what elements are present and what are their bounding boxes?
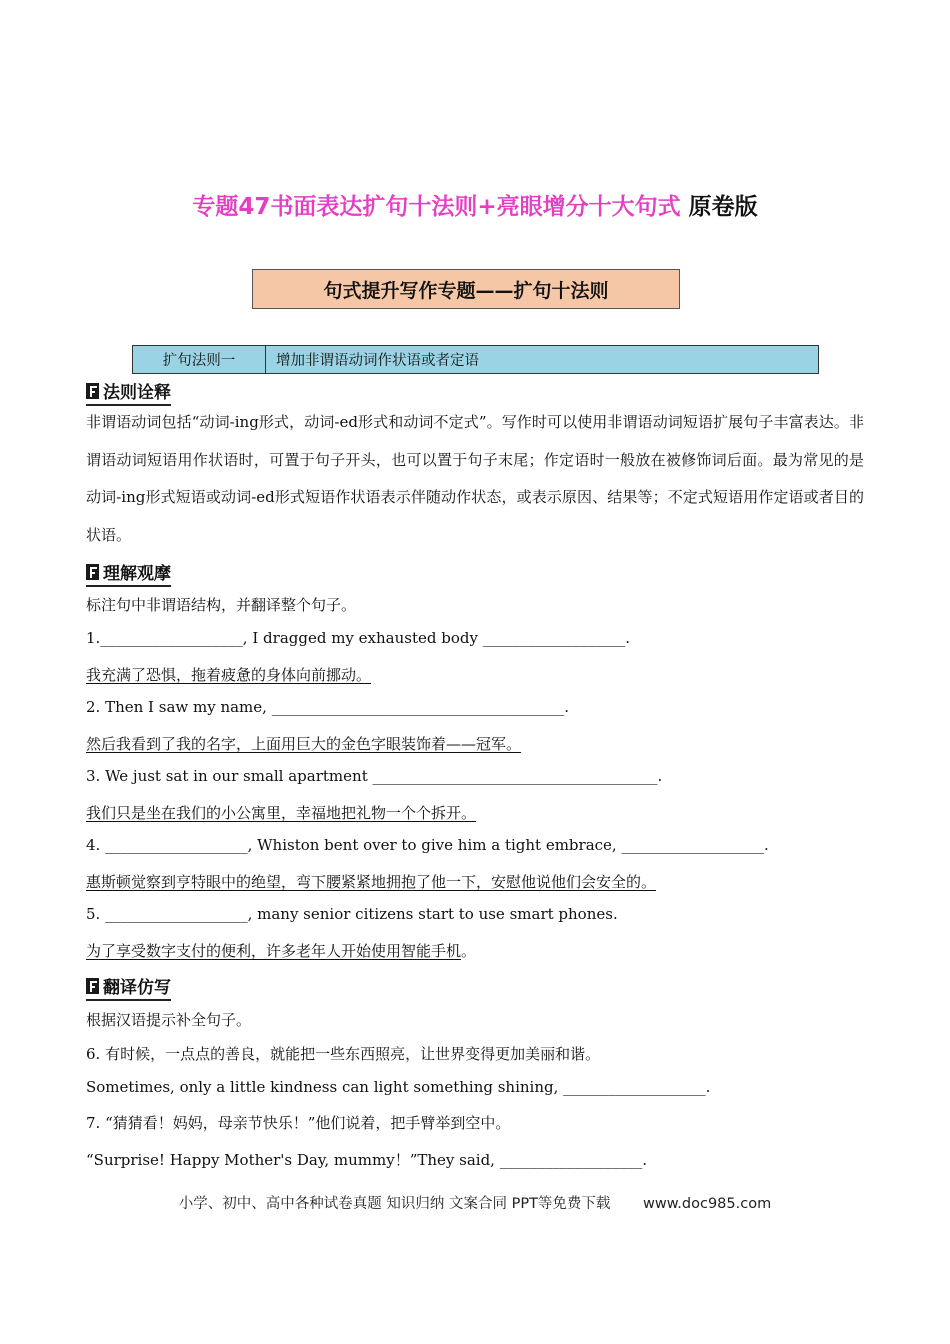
exercise-3-english: 3. We just sat in our small apartment ______________________________________. — [86, 767, 663, 785]
rule-table — [132, 345, 819, 374]
exercise-6-english: Sometimes, only a little kindness can light something shining, ___________________. — [86, 1078, 711, 1096]
page-title — [0, 188, 950, 221]
exercise-2-english: 2. Then I saw my name, _______________________________________. — [86, 698, 569, 716]
exercise-5-english: 5. ___________________, many senior citizens start to use smart phones. — [86, 905, 618, 923]
page-footer — [0, 1192, 950, 1213]
exercise-4-chinese: 惠斯顿觉察到亨特眼中的绝望，弯下腰紧紧地拥抱了他一下，安慰他说他们会安全的。 — [86, 873, 657, 891]
section-translate-heading — [86, 973, 171, 998]
exercise-7-chinese: 7. “猜猜看！妈妈，母亲节快乐！”他们说着，把手臂举到空中。 — [86, 1114, 511, 1132]
exercise-2-chinese: 然后我看到了我的名字，上面用巨大的金色字眼装饰着——冠军。 — [86, 735, 522, 753]
exercise-3-chinese: 我们只是坐在我们的小公寓里，幸福地把礼物一个个拆开。 — [86, 804, 477, 822]
translate-instruction: 根据汉语提示补全句子。 — [86, 1011, 252, 1029]
footer-text: 小学、初中、高中各种试卷真题 知识归纳 文案合同 PPT等免费下载 — [178, 1196, 611, 1212]
title-suffix: 原卷版 — [688, 194, 758, 220]
exercise-6-chinese: 6. 有时候，一点点的善良，就能把一些东西照亮，让世界变得更加美丽和谐。 — [86, 1045, 601, 1063]
section-explain-title: 法则诠释 — [103, 383, 171, 403]
f-badge-icon — [86, 564, 99, 580]
exercise-5-chinese-line — [86, 940, 886, 961]
section-explain-heading — [86, 378, 171, 403]
exercise-7-english: “Surprise! Happy Mother's Day, mummy！”They said, ___________________. — [86, 1151, 647, 1169]
footer-site-link[interactable]: www.doc985.com — [643, 1196, 772, 1212]
title-main: 专题47书面表达扩句十法则+亮眼增分十大句式 — [192, 194, 681, 220]
observe-instruction: 标注句中非谓语结构，并翻译整个句子。 — [86, 596, 357, 614]
section-underline — [86, 999, 171, 1001]
section-underline — [86, 585, 171, 587]
f-badge-icon — [86, 978, 99, 994]
section-translate-title: 翻译仿写 — [103, 978, 171, 998]
f-badge-icon — [86, 383, 99, 399]
rule-content: 增加非谓语动词作状语或者定语 — [276, 353, 479, 369]
exercise-4-english: 4. ___________________, Whiston bent over to give him a tight embrace, ___________________. — [86, 836, 769, 854]
rule-label: 扩句法则一 — [133, 346, 266, 373]
explain-paragraph: 非谓语动词包括“动词-ing形式，动词-ed形式和动词不定式”。写作时可以使用非谓语动词短语扩展句子丰富表达。非谓语动词短语用作状语时，可置于句子开头，也可以置于句子末尾；作定语时一般放在被修饰词后面。最为常见的是动词-ing形式短语或动词-ed形式短语作状语表示伴随动作状态，或表示原因、结果等；不定式短语用作定语或者目的状语。 — [86, 413, 864, 544]
exercise-1-english: 1.___________________, I dragged my exhausted body ___________________. — [86, 629, 630, 647]
exercise-5-chinese: 为了享受数字支付的便利，许多老年人开始使用智能手机 — [86, 942, 462, 960]
section-observe-heading — [86, 559, 171, 584]
exercise-5-period: 。 — [461, 942, 477, 960]
section-observe-title: 理解观摩 — [103, 564, 171, 584]
exercise-1-chinese: 我充满了恐惧，拖着疲惫的身体向前挪动。 — [86, 666, 372, 684]
topic-banner: 句式提升写作专题——扩句十法则 — [252, 269, 680, 309]
